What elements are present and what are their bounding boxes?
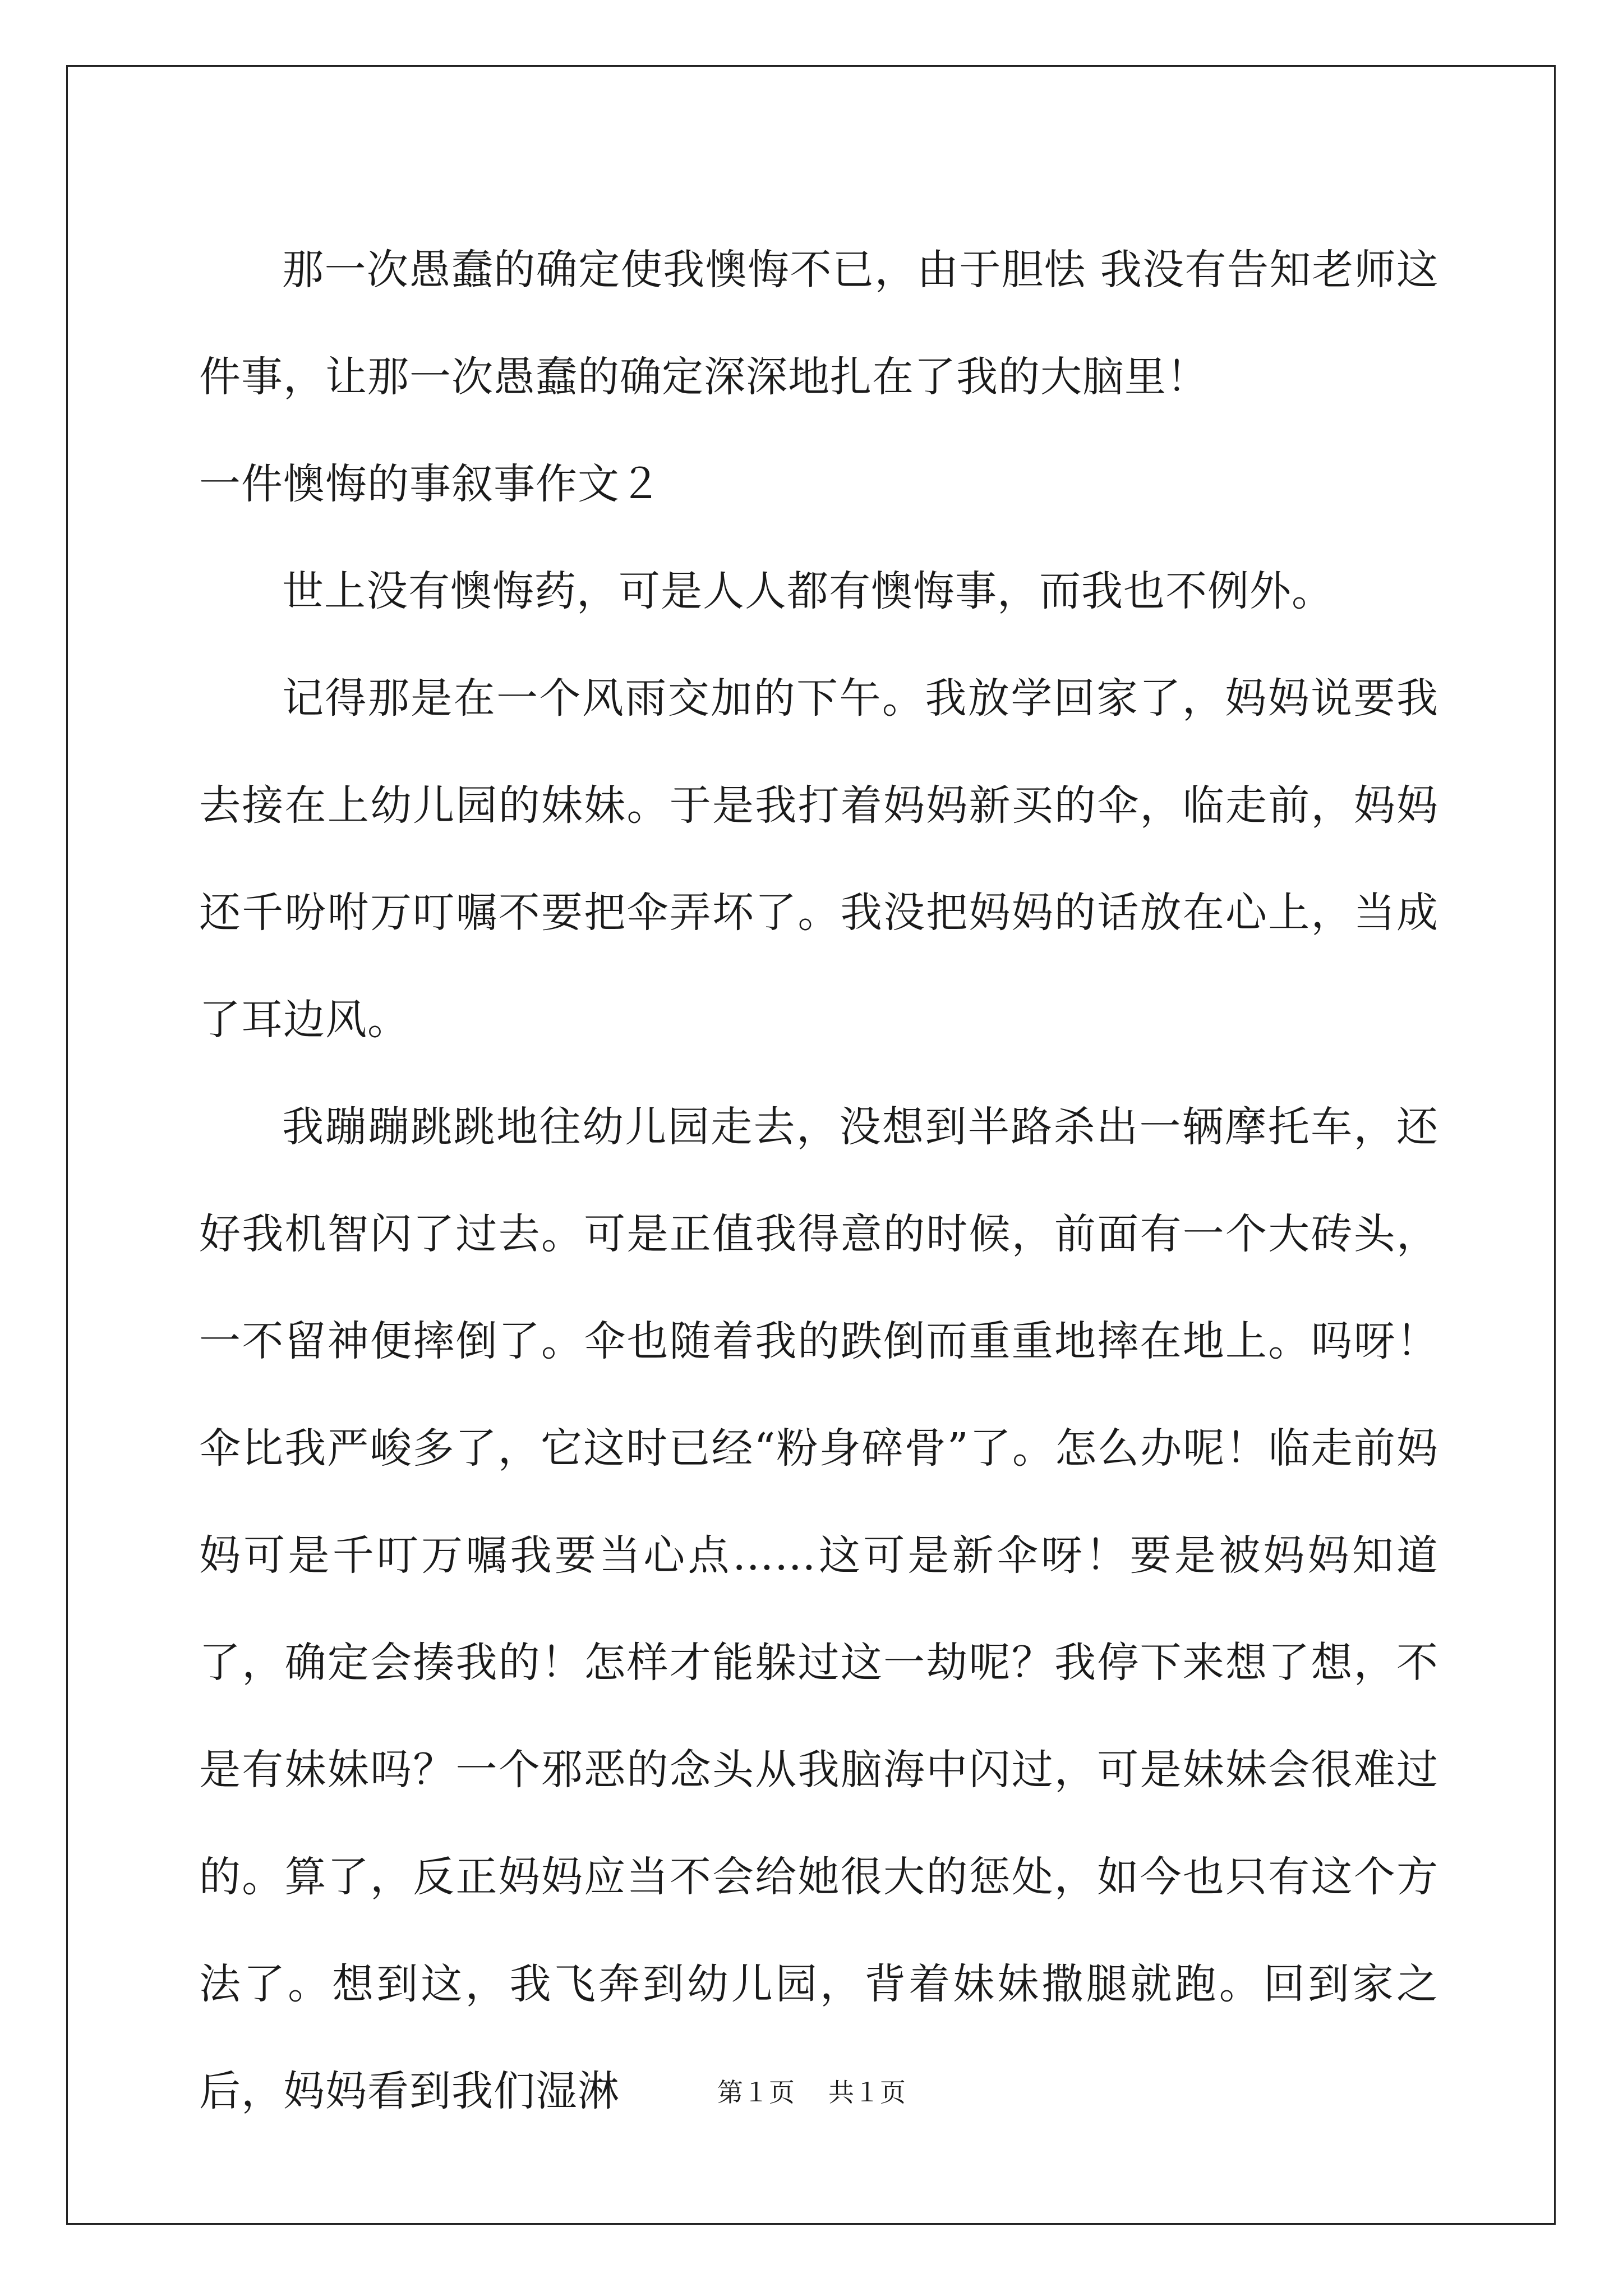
section-title: 一件懊悔的事叙事作文２	[199, 460, 662, 508]
paragraph: 世上没有懊悔药，可是人人都有懊悔事，而我也不例外。	[282, 567, 1334, 615]
document-body	[199, 217, 1438, 2145]
page-number: 第１页	[717, 2077, 795, 2108]
paragraph: 那一次愚蠢的确定使我懊悔不已，由于胆怯 我没有告知老师这件事，让那一次愚蠢的确定深深地扎在了我的大脑里！	[199, 246, 1438, 401]
page-footer	[0, 2076, 1623, 2109]
page-total: 共１页	[828, 2077, 906, 2108]
paragraph: 我蹦蹦跳跳地往幼儿园走去，没想到半路杀出一辆摩托车，还好我机智闪了过去。可是正值我得意的时候，前面有一个大砖头，一不留神便摔倒了。伞也随着我的跌倒而重重地摔在地上。吗呀！伞比我严峻多了，它这时已经“粉身碎骨”了。怎么办呢！临走前妈妈可是千叮万嘱我要当心点……这可是新伞呀！要是被妈妈知道了，确定会揍我的！怎样才能躲过这一劫呢？我停下来想了想，不是有妹妹吗？一个邪恶的念头从我脑海中闪过，可是妹妹会很难过的。算了，反正妈妈应当不会给她很大的惩处，如今也只有这个方法了。想到这，我飞奔到幼儿园，背着妹妹撒腿就跑。回到家之后，妈妈看到我们湿淋	[199, 1103, 1438, 2115]
paragraph: 记得那是在一个风雨交加的下午。我放学回家了，妈妈说要我去接在上幼儿园的妹妹。于是我打着妈妈新买的伞，临走前，妈妈还千吩咐万叮嘱不要把伞弄坏了。我没把妈妈的话放在心上，当成了耳边风。	[199, 674, 1438, 1044]
